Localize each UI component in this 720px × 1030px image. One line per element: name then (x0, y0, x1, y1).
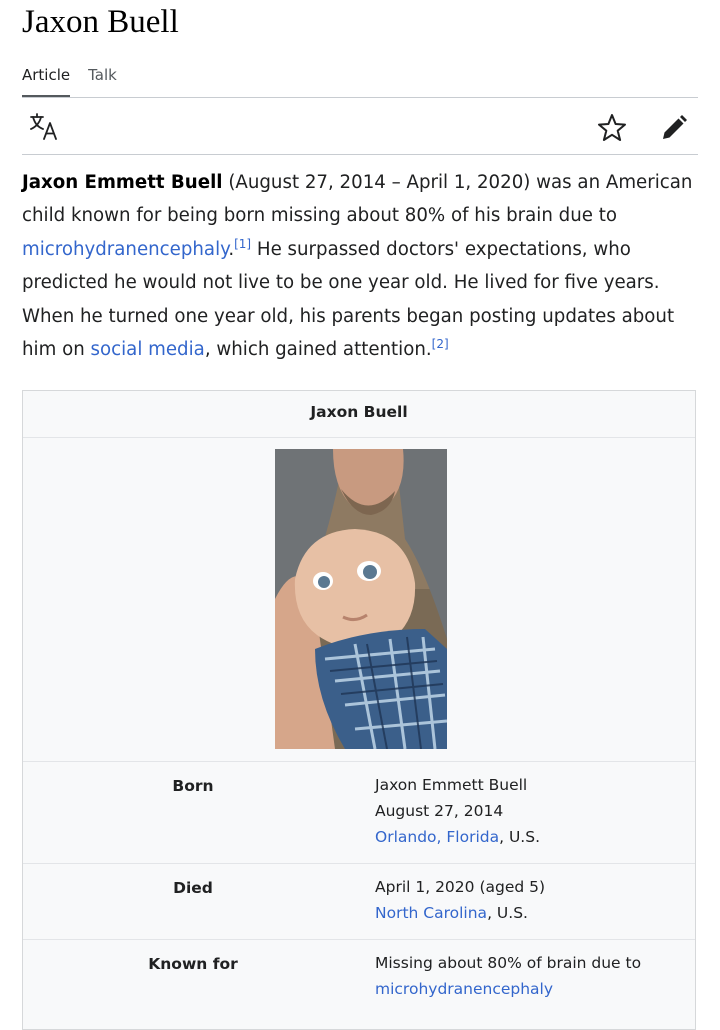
reference-2[interactable]: [2] (431, 336, 449, 351)
infobox-photo[interactable] (275, 449, 447, 749)
toolbar-divider (22, 154, 698, 155)
tab-article[interactable]: Article (22, 64, 70, 98)
subject-name: Jaxon Emmett Buell (22, 172, 223, 193)
infobox-divider (23, 437, 695, 438)
microhydranencephaly-link[interactable]: microhydranencephaly (22, 238, 229, 260)
infobox (22, 390, 696, 1030)
translate-icon[interactable] (28, 112, 62, 142)
known-for-text: Missing about 80% of brain due to (375, 954, 642, 972)
lead-text: (August 27, 2014 – April 1, 2020) was an American child known for being born missing about 80% of his brain due to (22, 172, 693, 227)
infobox-divider (23, 863, 695, 864)
social-media-link[interactable]: social media (90, 339, 205, 361)
microhydranencephaly-infobox-link[interactable]: microhydranencephaly (375, 980, 554, 998)
died-place (375, 900, 545, 926)
infobox-title: Jaxon Buell (310, 403, 408, 421)
born-name: Jaxon Emmett Buell (375, 776, 528, 794)
pencil-icon[interactable] (658, 112, 690, 144)
born-place-suffix: , U.S. (499, 828, 541, 846)
lead-text: , which gained attention. (204, 339, 432, 361)
north-carolina-link[interactable]: North Carolina (375, 904, 488, 922)
lead-text: He surpassed doctors' expectations, who predicted he would not live to be one year old. He lived for five years. When he turned one year old, his parents began posting updates about him on (22, 238, 675, 361)
reference-1[interactable]: [1] (234, 236, 252, 251)
died-label: Died (173, 879, 213, 897)
lead-paragraph (22, 166, 702, 366)
star-icon[interactable] (596, 112, 628, 144)
died-value (375, 874, 545, 926)
died-date: April 1, 2020 (aged 5) (375, 878, 546, 896)
born-label: Born (172, 777, 214, 795)
died-place-suffix: , U.S. (487, 904, 528, 922)
page-title: Jaxon Buell (22, 4, 179, 40)
infobox-divider (23, 761, 695, 762)
born-place (375, 824, 540, 850)
orlando-florida-link[interactable]: Orlando, Florida (375, 828, 500, 846)
infobox-divider (23, 939, 695, 940)
born-value (375, 772, 540, 850)
known-for-label: Known for (148, 955, 238, 973)
lead-text: . (228, 238, 235, 260)
page-tabs (22, 64, 117, 98)
tabs-divider (22, 97, 698, 98)
known-for-value (375, 950, 641, 1002)
born-date: August 27, 2014 (375, 802, 504, 820)
tab-talk[interactable]: Talk (88, 66, 117, 84)
